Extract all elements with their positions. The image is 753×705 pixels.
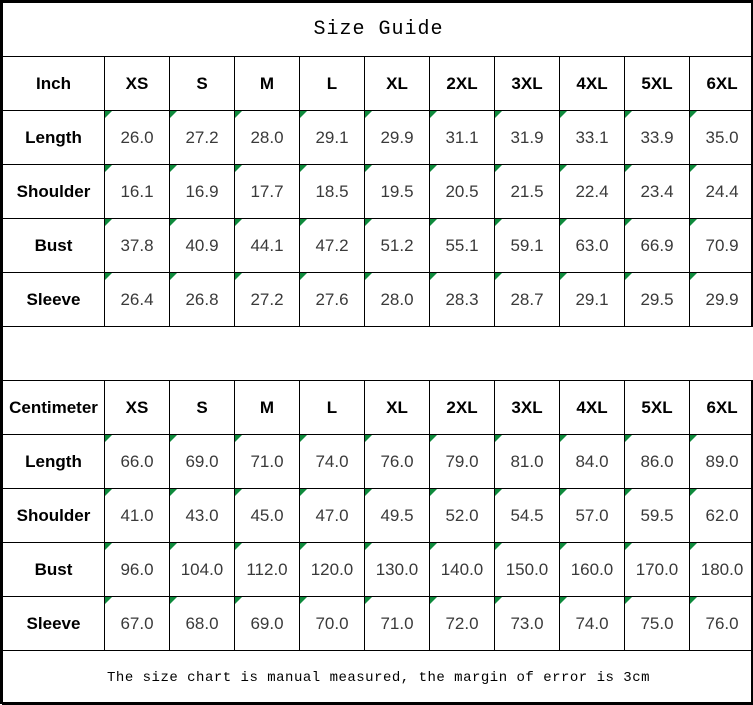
size-value-cell <box>560 489 625 543</box>
table-row-cm-sleeve <box>3 597 753 651</box>
size-value-cell <box>495 543 560 597</box>
cell-value: 45.0 <box>250 506 283 525</box>
size-value-cell <box>105 435 170 489</box>
cell-value: 54.5 <box>510 506 543 525</box>
cell-value: 160.0 <box>571 560 614 579</box>
cell-corner-flag-icon <box>495 435 502 442</box>
size-value-cell <box>365 597 430 651</box>
size-value-cell <box>690 165 753 219</box>
size-value-cell <box>690 219 753 273</box>
size-guide-table <box>2 2 753 705</box>
cell-value: 66.9 <box>640 236 673 255</box>
cell-corner-flag-icon <box>625 543 632 550</box>
size-value-cell <box>235 273 300 327</box>
cell-corner-flag-icon <box>365 543 372 550</box>
cell-value: 22.4 <box>575 182 608 201</box>
cell-value: 49.5 <box>380 506 413 525</box>
table-row-inch-length <box>3 111 753 165</box>
cell-corner-flag-icon <box>170 273 177 280</box>
size-header-cell: 4XL <box>560 57 625 111</box>
size-value-cell <box>560 435 625 489</box>
cm-header-row <box>3 381 753 435</box>
inch-header-row <box>3 57 753 111</box>
size-value-cell <box>625 543 690 597</box>
cell-corner-flag-icon <box>625 273 632 280</box>
cell-corner-flag-icon <box>690 597 697 604</box>
measurement-label: Sleeve <box>3 597 105 651</box>
size-value-cell <box>495 111 560 165</box>
size-header-cell: 6XL <box>690 57 753 111</box>
cell-value: 63.0 <box>575 236 608 255</box>
size-header-cell: 2XL <box>430 381 495 435</box>
cell-corner-flag-icon <box>495 273 502 280</box>
cell-corner-flag-icon <box>495 543 502 550</box>
size-value-cell <box>300 543 365 597</box>
cell-corner-flag-icon <box>690 543 697 550</box>
cell-corner-flag-icon <box>365 435 372 442</box>
cell-value: 170.0 <box>636 560 679 579</box>
size-header-cell: M <box>235 57 300 111</box>
cell-value: 75.0 <box>640 614 673 633</box>
size-value-cell <box>105 111 170 165</box>
size-value-cell <box>365 111 430 165</box>
size-value-cell <box>235 435 300 489</box>
size-value-cell <box>625 597 690 651</box>
cell-corner-flag-icon <box>690 111 697 118</box>
cell-value: 31.9 <box>510 128 543 147</box>
size-value-cell <box>690 489 753 543</box>
size-value-cell <box>495 489 560 543</box>
size-value-cell <box>300 489 365 543</box>
size-value-cell <box>625 489 690 543</box>
cell-corner-flag-icon <box>560 435 567 442</box>
measurement-label: Length <box>3 111 105 165</box>
cell-value: 41.0 <box>120 506 153 525</box>
spacer-row <box>3 327 753 381</box>
cell-corner-flag-icon <box>560 489 567 496</box>
cell-corner-flag-icon <box>170 435 177 442</box>
size-value-cell <box>235 219 300 273</box>
cell-value: 120.0 <box>311 560 354 579</box>
size-value-cell <box>300 435 365 489</box>
size-value-cell <box>560 597 625 651</box>
cell-value: 31.1 <box>445 128 478 147</box>
cell-value: 86.0 <box>640 452 673 471</box>
cell-corner-flag-icon <box>430 111 437 118</box>
cell-corner-flag-icon <box>430 543 437 550</box>
size-header-cell: S <box>170 381 235 435</box>
size-value-cell <box>105 597 170 651</box>
cell-value: 81.0 <box>510 452 543 471</box>
size-header-cell: XL <box>365 57 430 111</box>
cell-corner-flag-icon <box>560 273 567 280</box>
cell-value: 51.2 <box>380 236 413 255</box>
size-value-cell <box>560 219 625 273</box>
cell-value: 55.1 <box>445 236 478 255</box>
size-header-cell: L <box>300 57 365 111</box>
cell-corner-flag-icon <box>430 273 437 280</box>
cell-value: 130.0 <box>376 560 419 579</box>
cell-corner-flag-icon <box>625 597 632 604</box>
cell-corner-flag-icon <box>365 273 372 280</box>
cell-corner-flag-icon <box>690 165 697 172</box>
size-value-cell <box>170 165 235 219</box>
measurement-label: Bust <box>3 219 105 273</box>
size-value-cell <box>170 543 235 597</box>
size-value-cell <box>430 273 495 327</box>
size-value-cell <box>235 597 300 651</box>
cell-corner-flag-icon <box>690 219 697 226</box>
size-header-cell: 5XL <box>625 381 690 435</box>
cell-value: 29.1 <box>315 128 348 147</box>
size-value-cell <box>560 165 625 219</box>
measurement-label: Sleeve <box>3 273 105 327</box>
cell-corner-flag-icon <box>365 165 372 172</box>
cell-value: 76.0 <box>380 452 413 471</box>
footer-row <box>3 651 753 705</box>
size-value-cell <box>430 489 495 543</box>
cell-value: 27.2 <box>250 290 283 309</box>
size-value-cell <box>495 273 560 327</box>
disclaimer-text: The size chart is manual measured, the margin of error is 3cm <box>3 651 753 705</box>
size-value-cell <box>170 111 235 165</box>
cell-corner-flag-icon <box>495 219 502 226</box>
size-value-cell <box>365 435 430 489</box>
cell-corner-flag-icon <box>235 489 242 496</box>
cell-value: 140.0 <box>441 560 484 579</box>
cell-corner-flag-icon <box>235 273 242 280</box>
cell-corner-flag-icon <box>690 435 697 442</box>
size-value-cell <box>365 219 430 273</box>
size-value-cell <box>170 273 235 327</box>
cell-value: 89.0 <box>705 452 738 471</box>
measurement-label: Bust <box>3 543 105 597</box>
cell-corner-flag-icon <box>300 165 307 172</box>
size-value-cell <box>105 489 170 543</box>
size-header-cell: 4XL <box>560 381 625 435</box>
size-header-cell: S <box>170 57 235 111</box>
cell-value: 29.9 <box>380 128 413 147</box>
size-value-cell <box>430 435 495 489</box>
cell-value: 35.0 <box>705 128 738 147</box>
cell-value: 104.0 <box>181 560 224 579</box>
size-value-cell <box>560 273 625 327</box>
cell-value: 16.9 <box>185 182 218 201</box>
cell-value: 67.0 <box>120 614 153 633</box>
size-value-cell <box>430 219 495 273</box>
cell-corner-flag-icon <box>300 273 307 280</box>
cell-corner-flag-icon <box>625 219 632 226</box>
size-header-cell: XL <box>365 381 430 435</box>
size-value-cell <box>365 273 430 327</box>
size-header-cell: M <box>235 381 300 435</box>
size-header-cell: 3XL <box>495 381 560 435</box>
table-gap <box>3 327 753 381</box>
size-value-cell <box>560 543 625 597</box>
size-value-cell <box>560 111 625 165</box>
size-header-cell: 3XL <box>495 57 560 111</box>
cell-value: 23.4 <box>640 182 673 201</box>
cell-value: 71.0 <box>380 614 413 633</box>
cell-corner-flag-icon <box>365 597 372 604</box>
cell-value: 28.7 <box>510 290 543 309</box>
cell-corner-flag-icon <box>495 111 502 118</box>
cell-value: 24.4 <box>705 182 738 201</box>
cell-value: 20.5 <box>445 182 478 201</box>
cell-corner-flag-icon <box>300 435 307 442</box>
cell-value: 70.9 <box>705 236 738 255</box>
cell-corner-flag-icon <box>235 435 242 442</box>
cell-value: 16.1 <box>120 182 153 201</box>
cell-value: 59.5 <box>640 506 673 525</box>
size-header-cell: XS <box>105 381 170 435</box>
cell-value: 68.0 <box>185 614 218 633</box>
cell-value: 18.5 <box>315 182 348 201</box>
size-value-cell <box>300 165 365 219</box>
cell-value: 28.0 <box>250 128 283 147</box>
cell-corner-flag-icon <box>365 489 372 496</box>
cell-value: 19.5 <box>380 182 413 201</box>
size-value-cell <box>625 165 690 219</box>
cell-value: 33.9 <box>640 128 673 147</box>
cell-value: 27.2 <box>185 128 218 147</box>
size-value-cell <box>235 165 300 219</box>
cell-value: 44.1 <box>250 236 283 255</box>
cell-corner-flag-icon <box>430 597 437 604</box>
cell-corner-flag-icon <box>235 543 242 550</box>
cell-corner-flag-icon <box>430 489 437 496</box>
cell-corner-flag-icon <box>235 219 242 226</box>
cell-corner-flag-icon <box>625 489 632 496</box>
size-value-cell <box>625 111 690 165</box>
table-row-inch-shoulder <box>3 165 753 219</box>
cell-corner-flag-icon <box>495 489 502 496</box>
cell-value: 112.0 <box>246 560 287 579</box>
cell-value: 150.0 <box>506 560 549 579</box>
cell-value: 79.0 <box>445 452 478 471</box>
size-value-cell <box>300 273 365 327</box>
size-header-cell: 5XL <box>625 57 690 111</box>
size-value-cell <box>690 597 753 651</box>
cell-corner-flag-icon <box>430 219 437 226</box>
size-value-cell <box>105 219 170 273</box>
cell-corner-flag-icon <box>235 165 242 172</box>
cell-corner-flag-icon <box>560 111 567 118</box>
size-value-cell <box>495 165 560 219</box>
table-row-inch-sleeve <box>3 273 753 327</box>
cell-value: 29.1 <box>575 290 608 309</box>
table-row-inch-bust <box>3 219 753 273</box>
cell-corner-flag-icon <box>170 597 177 604</box>
cell-value: 26.4 <box>120 290 153 309</box>
cell-value: 74.0 <box>315 452 348 471</box>
size-value-cell <box>300 219 365 273</box>
cell-value: 76.0 <box>705 614 738 633</box>
size-value-cell <box>235 489 300 543</box>
cell-value: 59.1 <box>510 236 543 255</box>
cell-corner-flag-icon <box>560 219 567 226</box>
cell-value: 26.8 <box>185 290 218 309</box>
size-value-cell <box>170 597 235 651</box>
cell-value: 29.5 <box>640 290 673 309</box>
size-value-cell <box>495 597 560 651</box>
cell-value: 69.0 <box>250 614 283 633</box>
size-value-cell <box>235 543 300 597</box>
cell-value: 70.0 <box>315 614 348 633</box>
size-value-cell <box>105 273 170 327</box>
cell-corner-flag-icon <box>300 597 307 604</box>
cell-corner-flag-icon <box>690 273 697 280</box>
cell-value: 17.7 <box>250 182 283 201</box>
measurement-label: Shoulder <box>3 489 105 543</box>
table-row-cm-shoulder <box>3 489 753 543</box>
cell-corner-flag-icon <box>105 111 112 118</box>
cell-corner-flag-icon <box>300 219 307 226</box>
cell-value: 21.5 <box>510 182 543 201</box>
size-header-cell: XS <box>105 57 170 111</box>
cell-corner-flag-icon <box>300 543 307 550</box>
page-title: Size Guide <box>3 3 753 57</box>
cell-corner-flag-icon <box>365 219 372 226</box>
cell-corner-flag-icon <box>105 165 112 172</box>
cell-value: 52.0 <box>445 506 478 525</box>
cell-corner-flag-icon <box>170 489 177 496</box>
cell-value: 28.0 <box>380 290 413 309</box>
size-value-cell <box>430 543 495 597</box>
cell-corner-flag-icon <box>430 165 437 172</box>
size-value-cell <box>690 435 753 489</box>
cell-value: 47.2 <box>315 236 348 255</box>
cell-corner-flag-icon <box>105 489 112 496</box>
cell-value: 33.1 <box>575 128 608 147</box>
size-value-cell <box>495 219 560 273</box>
size-value-cell <box>170 489 235 543</box>
cell-corner-flag-icon <box>625 435 632 442</box>
cell-corner-flag-icon <box>235 111 242 118</box>
unit-label-centimeter: Centimeter <box>3 381 105 435</box>
cell-value: 84.0 <box>575 452 608 471</box>
size-value-cell <box>365 543 430 597</box>
size-value-cell <box>170 435 235 489</box>
cell-corner-flag-icon <box>560 165 567 172</box>
cell-corner-flag-icon <box>560 597 567 604</box>
cell-corner-flag-icon <box>560 543 567 550</box>
size-value-cell <box>625 219 690 273</box>
measurement-label: Length <box>3 435 105 489</box>
cell-value: 43.0 <box>185 506 218 525</box>
cell-corner-flag-icon <box>495 165 502 172</box>
cell-corner-flag-icon <box>235 597 242 604</box>
table-row-cm-length <box>3 435 753 489</box>
size-value-cell <box>495 435 560 489</box>
cell-value: 57.0 <box>575 506 608 525</box>
size-value-cell <box>365 489 430 543</box>
cell-corner-flag-icon <box>105 435 112 442</box>
cell-value: 28.3 <box>445 290 478 309</box>
cell-corner-flag-icon <box>170 165 177 172</box>
cell-value: 66.0 <box>120 452 153 471</box>
cell-corner-flag-icon <box>105 543 112 550</box>
table-row-cm-bust <box>3 543 753 597</box>
cell-corner-flag-icon <box>495 597 502 604</box>
cell-corner-flag-icon <box>300 489 307 496</box>
size-value-cell <box>430 165 495 219</box>
size-value-cell <box>235 111 300 165</box>
cell-value: 71.0 <box>250 452 283 471</box>
title-row <box>3 3 753 57</box>
cell-value: 69.0 <box>185 452 218 471</box>
cell-value: 62.0 <box>705 506 738 525</box>
cell-corner-flag-icon <box>105 219 112 226</box>
cell-value: 37.8 <box>120 236 153 255</box>
size-value-cell <box>105 543 170 597</box>
cell-corner-flag-icon <box>625 111 632 118</box>
cell-value: 40.9 <box>185 236 218 255</box>
size-value-cell <box>105 165 170 219</box>
cell-corner-flag-icon <box>170 543 177 550</box>
cell-corner-flag-icon <box>300 111 307 118</box>
size-header-cell: 6XL <box>690 381 753 435</box>
cell-corner-flag-icon <box>170 219 177 226</box>
cell-corner-flag-icon <box>170 111 177 118</box>
cell-value: 72.0 <box>445 614 478 633</box>
cell-value: 74.0 <box>575 614 608 633</box>
size-value-cell <box>690 543 753 597</box>
cell-value: 26.0 <box>120 128 153 147</box>
cell-corner-flag-icon <box>365 111 372 118</box>
cell-value: 29.9 <box>705 290 738 309</box>
size-value-cell <box>300 597 365 651</box>
size-value-cell <box>690 111 753 165</box>
measurement-label: Shoulder <box>3 165 105 219</box>
unit-label-inch: Inch <box>3 57 105 111</box>
cell-corner-flag-icon <box>105 597 112 604</box>
cell-corner-flag-icon <box>105 273 112 280</box>
size-value-cell <box>625 273 690 327</box>
size-header-cell: L <box>300 381 365 435</box>
cell-value: 27.6 <box>315 290 348 309</box>
size-value-cell <box>430 597 495 651</box>
size-value-cell <box>625 435 690 489</box>
size-value-cell <box>690 273 753 327</box>
size-value-cell <box>430 111 495 165</box>
cell-value: 180.0 <box>701 560 744 579</box>
cell-corner-flag-icon <box>690 489 697 496</box>
cell-value: 73.0 <box>510 614 543 633</box>
size-value-cell <box>300 111 365 165</box>
cell-corner-flag-icon <box>625 165 632 172</box>
cell-value: 47.0 <box>315 506 348 525</box>
cell-value: 96.0 <box>120 560 153 579</box>
size-value-cell <box>365 165 430 219</box>
size-value-cell <box>170 219 235 273</box>
cell-corner-flag-icon <box>430 435 437 442</box>
size-header-cell: 2XL <box>430 57 495 111</box>
